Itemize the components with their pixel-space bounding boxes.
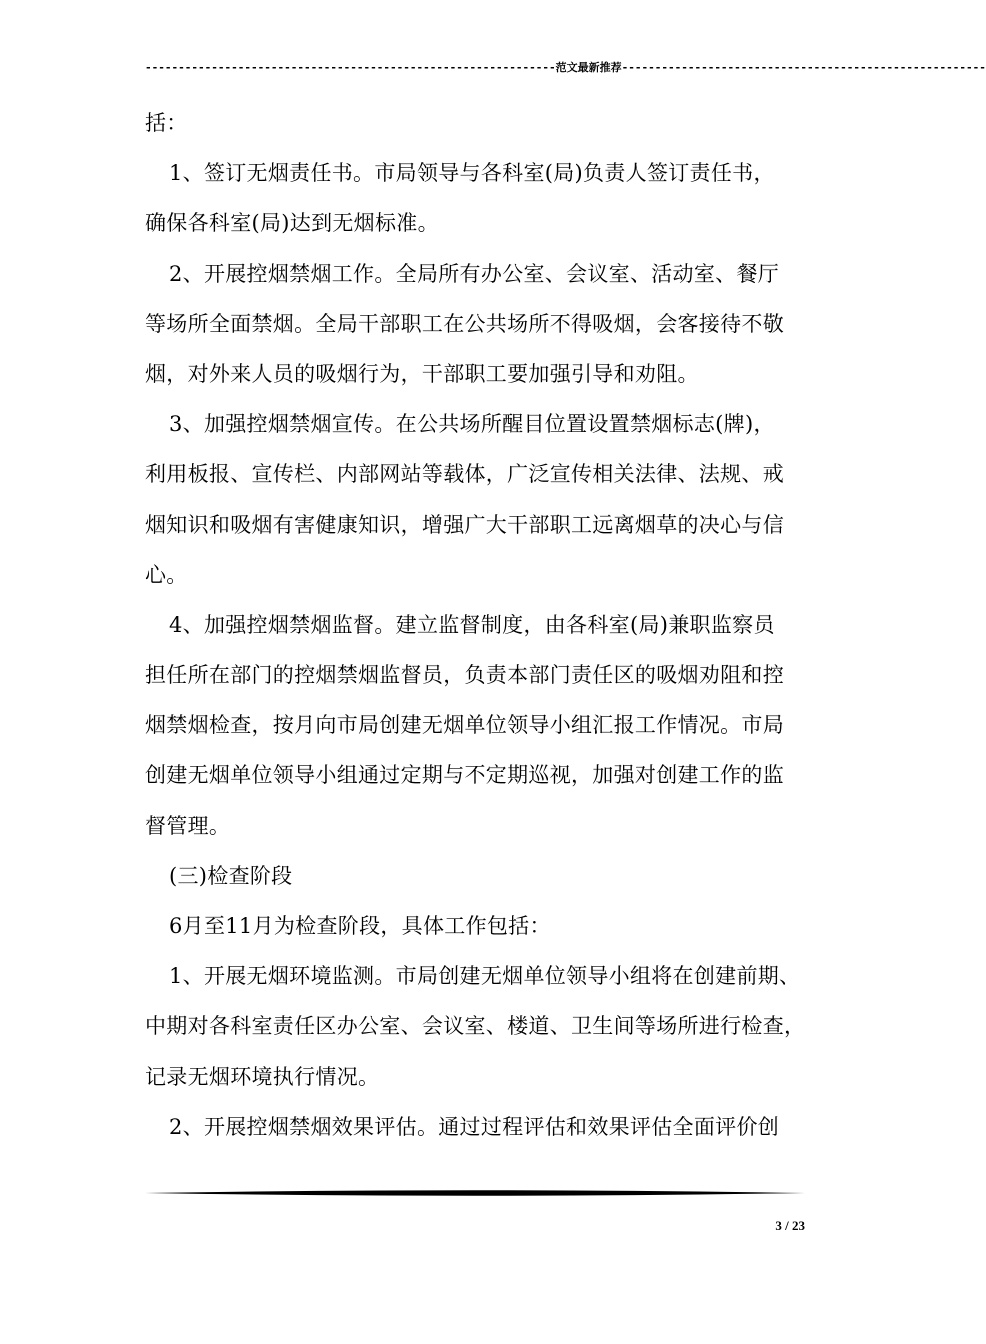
text-line: 4、加强控烟禁烟监督。建立监督制度，由各科室(局)兼职监察员 [169, 612, 775, 637]
text-line: 中期对各科室责任区办公室、会议室、楼道、卫生间等场所进行检查， [145, 1014, 806, 1039]
document-body [145, 98, 810, 1152]
text-line: 确保各科室(局)达到无烟标准。 [145, 211, 439, 236]
text-line: 括： [145, 111, 188, 135]
text-line: 利用板报、宣传栏、内部网站等载体，广泛宣传相关法律、法规、戒 [145, 462, 784, 487]
text-line: 创建无烟单位领导小组通过定期与不定期巡视，加强对创建工作的监 [145, 763, 784, 788]
text-line: 等场所全面禁烟。全局干部职工在公共场所不得吸烟，会客接待不敬 [145, 311, 784, 336]
text-line: 记录无烟环境执行情况。 [145, 1064, 380, 1089]
text-line: 督管理。 [145, 813, 231, 838]
text-line: 2、开展控烟禁烟工作。全局所有办公室、会议室、活动室、餐厅 [169, 261, 780, 286]
text-line: (三)检查阶段 [169, 863, 293, 888]
text-line: 3、加强控烟禁烟宣传。在公共场所醒目位置设置禁烟标志(牌)， [169, 412, 775, 437]
text-line: 心。 [145, 562, 188, 587]
text-line: 烟知识和吸烟有害健康知识，增强广大干部职工远离烟草的决心与信 [145, 512, 784, 537]
page-number: 3 / 23 [775, 1218, 805, 1233]
text-line: 2、开展控烟禁烟效果评估。通过过程评估和效果评估全面评价创 [169, 1114, 780, 1139]
text-line: 6月至11月为检查阶段，具体工作包括： [169, 914, 551, 938]
text-line: 担任所在部门的控烟禁烟监督员，负责本部门责任区的吸烟劝阻和控 [145, 663, 784, 688]
text-line: 烟，对外来人员的吸烟行为，干部职工要加强引导和劝阻。 [145, 361, 699, 386]
text-line: 1、开展无烟环境监测。市局创建无烟单位领导小组将在创建前期、 [169, 964, 801, 989]
text-line: 烟禁烟检查，按月向市局创建无烟单位领导小组汇报工作情况。市局 [145, 713, 784, 738]
footer-rule [145, 1187, 805, 1199]
text-line: 1、签订无烟责任书。市局领导与各科室(局)负责人签订责任书， [169, 161, 775, 186]
header-banner: --------------------------------------------------------------范文最新推荐------------------------------------------------------- [145, 61, 986, 74]
